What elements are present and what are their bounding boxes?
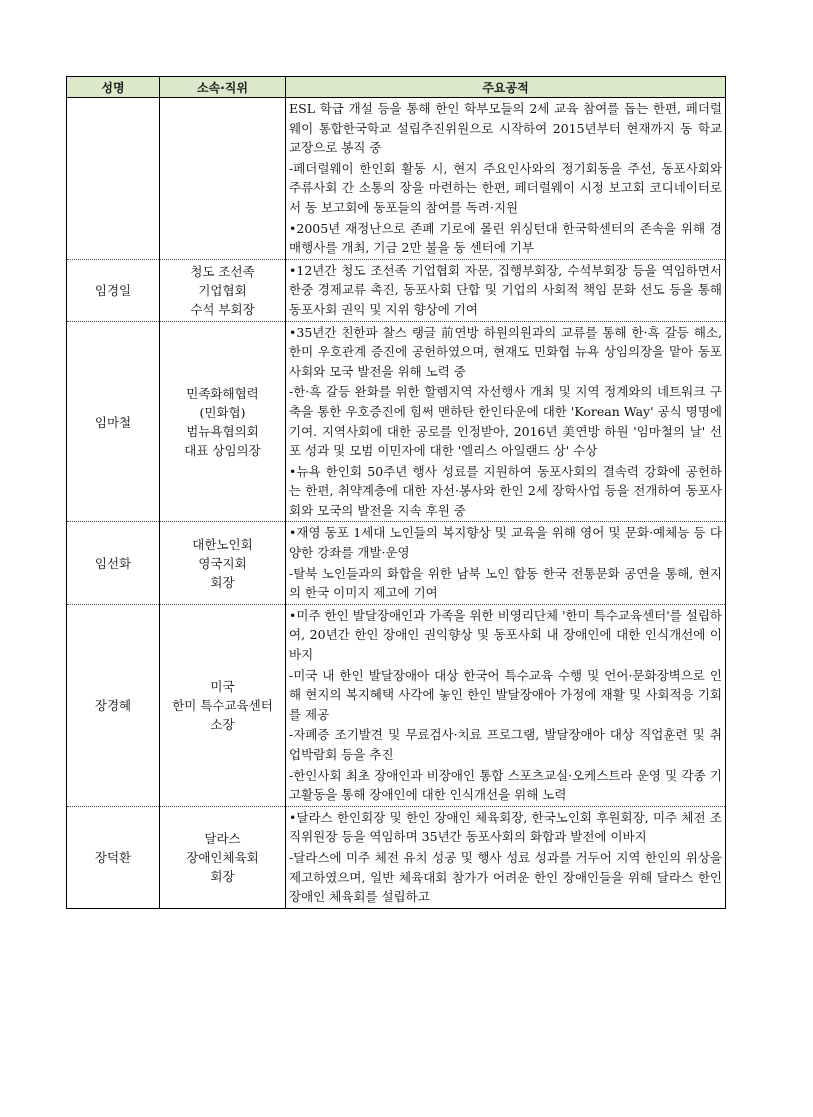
affiliation-line: 대한노인회 — [192, 536, 253, 552]
awardee-name: 임경일 — [67, 259, 160, 321]
achievements-cell — [286, 604, 726, 806]
affiliation-line: 회장 — [210, 574, 235, 590]
table-header-row — [67, 77, 726, 98]
achievement-paragraph: •2005년 재정난으로 존폐 기로에 몰린 위싱턴대 한국학센터의 존속을 위해 경매행사를 개최, 기금 2만 불을 동 센터에 기부 — [289, 220, 722, 256]
header-achievement: 주요공적 — [286, 77, 726, 98]
achievement-paragraph: -탈북 노인들과의 화합을 위한 남북 노인 합동 한국 전통문화 공연을 통해, 현지의 한국 이미지 제고에 기여 — [289, 565, 722, 601]
affiliation-line: 영국지회 — [198, 555, 247, 571]
achievement-paragraph: •뉴욕 한인회 50주년 행사 성료를 지원하여 동포사회의 결속력 강화에 공헌하는 한편, 취약계층에 대한 자선·봉사와 한인 2세 장학사업 등을 전개하여 동포사회와 모국의 발전을 지속 후원 중 — [289, 463, 722, 518]
table-row — [67, 604, 726, 806]
affiliation-line: (민화협) — [199, 404, 246, 420]
affiliation-line: 청도 조선족 — [190, 263, 255, 279]
awardee-name — [67, 98, 160, 260]
achievement-paragraph: •달라스 한인회장 및 한인 장애인 체육회장, 한국노인회 후원회장, 미주 체전 조직위원장 등을 역임하며 35년간 동포사회의 화합과 발전에 이바지 — [289, 809, 722, 845]
table-row — [67, 522, 726, 604]
affiliation-line: 장애인체육회 — [186, 849, 259, 865]
awardee-name: 장덕환 — [67, 806, 160, 908]
achievement-paragraph: -미국 내 한인 발달장애아 대상 한국어 특수교육 수행 및 언어·문화장벽으로 인해 현지의 복지혜택 사각에 놓인 한인 발달장애아 가정에 재활 및 사회적응 기회를 제공 — [289, 667, 722, 722]
affiliation-cell — [160, 806, 286, 908]
table-row — [67, 806, 726, 908]
table-row — [67, 98, 726, 260]
affiliation-line: 대표 상임의장 — [184, 442, 261, 458]
achievement-paragraph: •재영 동포 1세대 노인들의 복지향상 및 교육을 위해 영어 및 문화·예체능 등 다양한 강좌를 개발·운영 — [289, 525, 722, 561]
affiliation-line: 소장 — [210, 716, 235, 732]
affiliation-line: 범뉴욕협의회 — [186, 423, 259, 439]
achievements-cell — [286, 98, 726, 260]
affiliation-cell — [160, 522, 286, 604]
achievement-paragraph: •미주 한인 발달장애인과 가족을 위한 비영리단체 '한미 특수교육센터'를 설립하여, 20년간 한인 장애인 권익향상 및 동포사회 내 장애인에 대한 인식개선에 이바지 — [289, 607, 722, 663]
header-name: 성명 — [67, 77, 160, 98]
awardee-name: 임선화 — [67, 522, 160, 604]
achievement-paragraph: ESL 학급 개설 등을 통해 한인 학부모들의 2세 교육 참여를 돕는 한편, 페더럴웨이 통합한국학교 설립추진위원으로 시작하여 2015년부터 현재까지 동 학교 교장으로 봉직 중 — [289, 101, 722, 156]
header-affiliation: 소속·직위 — [160, 77, 286, 98]
awards-table — [66, 76, 726, 909]
awardee-name: 장경혜 — [67, 604, 160, 806]
affiliation-line: 기업협회 — [198, 282, 247, 298]
achievements-cell — [286, 806, 726, 908]
affiliation-cell — [160, 321, 286, 522]
table-row — [67, 259, 726, 321]
affiliation-line: 달라스 — [204, 830, 241, 846]
achievements-cell — [286, 259, 726, 321]
achievement-paragraph: -한인사회 최초 장애인과 비장애인 통합 스포츠교실·오케스트라 운영 및 각종 기고활동을 통해 장애인에 대한 인식개선을 위해 노력 — [289, 767, 722, 803]
affiliation-line: 한미 특수교육센터 — [172, 697, 273, 713]
achievement-paragraph: -페더럴웨이 한인회 활동 시, 현지 주요인사와의 정기회동을 주선, 동포사회와 주류사회 간 소통의 장을 마련하는 한편, 페더럴웨이 시정 보고회 코디네이터로서 동 보고회에 동포들의 참여를 독려·지원 — [289, 160, 722, 215]
achievements-cell — [286, 321, 726, 522]
awardee-name: 임마철 — [67, 321, 160, 522]
affiliation-cell — [160, 98, 286, 260]
table-row — [67, 321, 726, 522]
achievement-paragraph: -자폐증 조기발견 및 무료검사·치료 프로그램, 발달장애아 대상 직업훈련 및 취업박람회 등을 추진 — [289, 727, 722, 762]
affiliation-line: 미국 — [210, 678, 235, 694]
achievement-paragraph: -한·흑 갈등 완화를 위한 할렘지역 자선행사 개최 및 지역 정계와의 네트워크 구축을 통한 우호증진에 힘써 맨하탄 한인타운에 대한 'Korean Way' 공식 명명에 기여. 지역사회에 대한 공로를 인정받아, 2016년 美연방 하원 '임마철의 날' 선포 성과 및 모범 이민자에 대한 '엘리스 아일랜드 상' 수상 — [289, 384, 722, 459]
affiliation-cell — [160, 259, 286, 321]
affiliation-cell — [160, 604, 286, 806]
achievement-paragraph: -달라스에 미주 체전 유치 성공 및 행사 성료 성과를 거두어 지역 한인의 위상을 제고하였으며, 일반 체육대회 참가가 어려운 한인 장애인들을 위해 달라스 한인 장애인 체육회를 설립하고 — [289, 849, 722, 905]
affiliation-line: 회장 — [210, 868, 235, 884]
achievement-paragraph: •12년간 청도 조선족 기업협회 자문, 집행부회장, 수석부회장 등을 역임하면서 한중 경제교류 촉진, 동포사회 단합 및 기업의 사회적 책임 문화 선도 등을 통해 동포사회 권익 및 지위 향상에 기여 — [289, 262, 722, 317]
achievements-cell — [286, 522, 726, 604]
affiliation-line: 민족화해협력 — [186, 385, 259, 401]
achievement-paragraph: •35년간 친한파 찰스 랭글 前연방 하원의원과의 교류를 통해 한·흑 갈등 해소, 한미 우호관계 증진에 공헌하였으며, 현재도 민화협 뉴욕 상임의장을 맡아 동포사회와 모국 발전을 위해 노력 중 — [289, 324, 722, 379]
affiliation-line: 수석 부회장 — [190, 301, 255, 317]
